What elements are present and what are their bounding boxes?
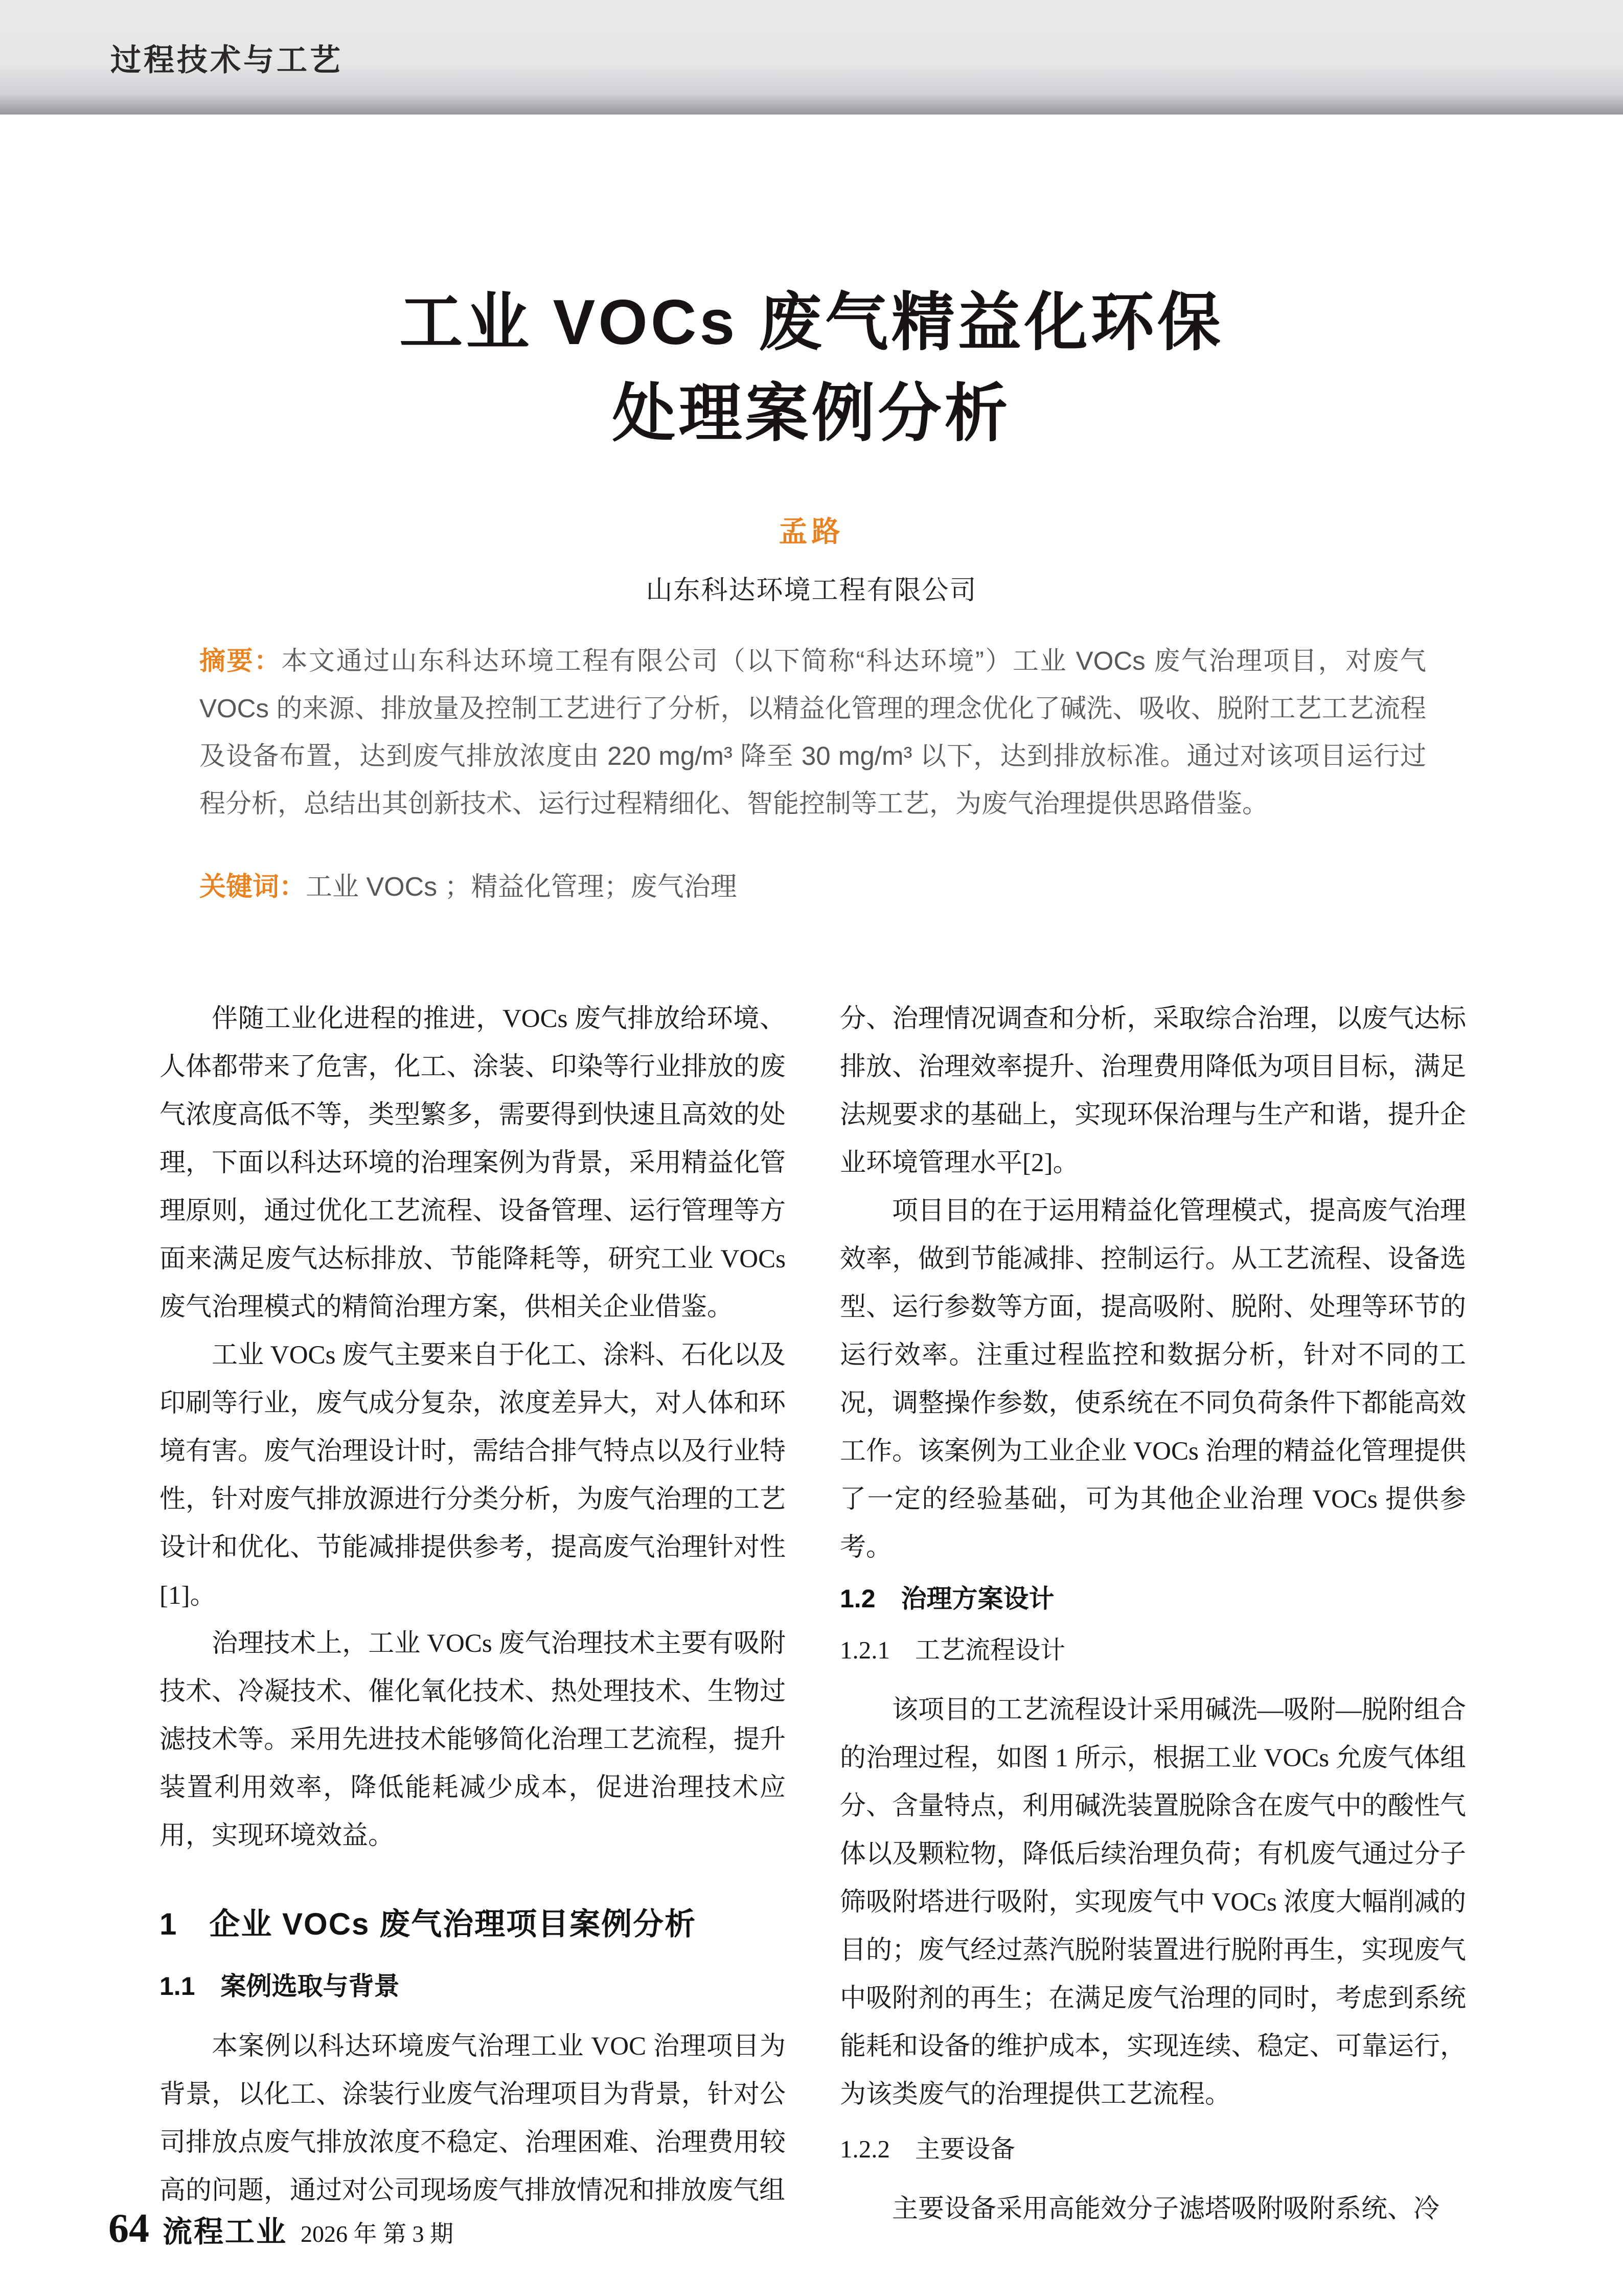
article-title-line-2: 处理案例分析 xyxy=(612,378,1011,449)
affiliation: 山东科达环境工程有限公司 xyxy=(646,576,977,605)
left-column xyxy=(159,995,786,2233)
body-columns xyxy=(159,995,1466,2233)
section-heading-1-1: 1.1 案例选取与背景 xyxy=(159,1972,400,2001)
paragraph: 工业 VOCs 废气主要来自于化工、涂料、石化以及印刷等行业，废气成分复杂，浓度差异大，对人体和环境有害。废气治理设计时，需结合排气特点以及行业特性，针对废气排放源进行分类分析，为废气治理的工艺设计和优化、节能减排提供参考，提高废气治理针对性[1]。 xyxy=(159,1341,786,1610)
page-footer xyxy=(108,2206,453,2252)
journal-name: 流程工业 xyxy=(163,2215,288,2248)
paragraph: 本案例以科达环境废气治理工业 VOC 治理项目为背景，以化工、涂装行业废气治理项目为背景，针对公司排放点废气排放浓度不稳定、治理困难、治理费用较高的问题，通过对公司现场废气排放情况和排放废气组 xyxy=(159,2032,786,2205)
article-title xyxy=(0,277,1623,459)
paragraph: 治理技术上，工业 VOCs 废气治理技术主要有吸附技术、冷凝技术、催化氧化技术、热处理技术、生物过滤技术等。采用先进技术能够简化治理工艺流程，提升装置利用效率，降低能耗减少成本，促进治理技术应用，实现环境效益。 xyxy=(159,1629,786,1850)
abstract-text: 本文通过山东科达环境工程有限公司（以下简称“科达环境”）工业 VOCs 废气治理项目，对废气 VOCs 的来源、排放量及控制工艺进行了分析，以精益化管理的理念优化了碱洗、吸收、脱附工艺工艺流程及设备布置，达到废气排放浓度由 220 mg/m³ 降至 30 mg/m³ 以下，达到排放标准。通过对该项目运行过程分析，总结出其创新技术、运行过程精细化、智能控制等工艺，为废气治理提供思路借鉴。 xyxy=(199,646,1426,818)
paragraph-continuation: 分、治理情况调查和分析，采取综合治理，以废气达标排放、治理效率提升、治理费用降低为项目目标，满足法规要求的基础上，实现环保治理与生产和谐，提升企业环境管理水平[2]。 xyxy=(840,1005,1466,1177)
paragraph: 该项目的工艺流程设计采用碱洗—吸附—脱附组合的治理过程，如图 1 所示，根据工业 VOCs 允废气体组分、含量特点，利用碱洗装置脱除含在废气中的酸性气体以及颗粒物，降低后续治理负荷；有机废气通过分子筛吸附塔进行吸附，实现废气中 VOCs 浓度大幅削减的目的；废气经过蒸汽脱附装置进行脱附再生，实现废气中吸附剂的再生；在满足废气治理的同时，考虑到系统能耗和设备的维护成本，实现连续、稳定、可靠运行，为该类废气的治理提供工艺流程。 xyxy=(840,1696,1466,2109)
page-header-band xyxy=(0,0,1623,115)
keywords-label: 关键词： xyxy=(199,872,306,902)
paragraph: 主要设备采用高能效分子滤塔吸附吸附系统、冷 xyxy=(892,2195,1440,2223)
page-number: 64 xyxy=(108,2206,149,2251)
section-heading-1: 1 企业 VOCs 废气治理项目案例分析 xyxy=(159,1907,697,1941)
section-heading-1-2-2: 1.2.2 主要设备 xyxy=(840,2135,1016,2163)
abstract-label: 摘要： xyxy=(199,646,282,675)
author-name: 孟路 xyxy=(779,515,844,548)
section-heading-1-2-1: 1.2.1 工艺流程设计 xyxy=(840,1636,1066,1664)
paragraph: 伴随工业化进程的推进，VOCs 废气排放给环境、人体都带来了危害，化工、涂装、印染等行业排放的废气浓度高低不等，类型繁多，需要得到快速且高效的处理，下面以科达环境的治理案例为背景，采用精益化管理原则，通过优化工艺流程、设备管理、运行管理等方面来满足废气达标排放、节能降耗等，研究工业 VOCs 废气治理模式的精简治理方案，供相关企业借鉴。 xyxy=(159,1005,786,1322)
right-column xyxy=(840,995,1466,2233)
article-title-line-1: 工业 VOCs 废气精益化环保 xyxy=(399,287,1224,358)
keywords-text: 工业 VOCs ；精益化管理；废气治理 xyxy=(306,872,737,902)
section-tag: 过程技术与工艺 xyxy=(110,43,343,77)
issue-info: 2026 年 第 3 期 xyxy=(301,2221,454,2247)
paragraph: 项目目的在于运用精益化管理模式，提高废气治理效率，做到节能减排、控制运行。从工艺流程、设备选型、运行参数等方面，提高吸附、脱附、处理等环节的运行效率。注重过程监控和数据分析，针对不同的工况，调整操作参数，使系统在不同负荷条件下都能高效工作。该案例为工业企业 VOCs 治理的精益化管理提供了一定的经验基础，可为其他企业治理 VOCs 提供参考。 xyxy=(840,1197,1466,1562)
section-heading-1-2: 1.2 治理方案设计 xyxy=(840,1584,1055,1613)
keywords-block xyxy=(199,869,1426,905)
abstract-block xyxy=(199,637,1426,827)
